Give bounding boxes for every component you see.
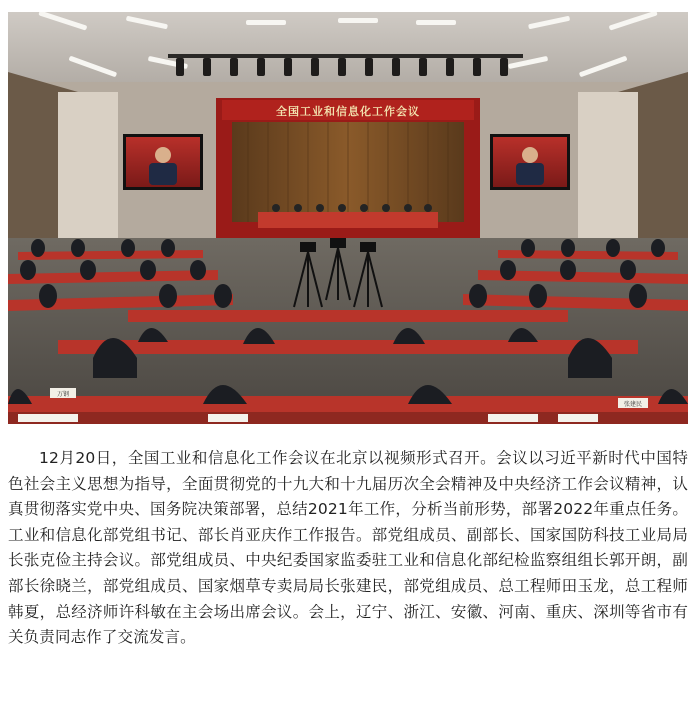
lighting-truss bbox=[168, 54, 523, 58]
conference-hall-illustration bbox=[8, 12, 688, 424]
camera-tripods bbox=[294, 248, 382, 307]
banner-text: 全国工业和信息化工作会议 bbox=[276, 105, 420, 118]
rostrum-table bbox=[258, 212, 438, 228]
left-panel bbox=[58, 92, 118, 242]
name-plate-text: 张建民 bbox=[623, 401, 643, 408]
article-paragraph: 12月20日，全国工业和信息化工作会议在北京以视频形式召开。会议以习近平新时代中国特色社会主义思想为指导，全面贯彻党的十九大和十九届历次全会精神及中央经济工作会议精神，认真贯彻落实党中央、国务院决策部署，总结2021年工作，分析当前形势，部署2022年重点任务。工业和信息化部党组书记、部长肖亚庆作工作报告。部党组成员、副部长、国家国防科技工业局局长张克俭主持会议。部党组成员、中央纪委国家监委驻工业和信息化部纪检监察组组长郭开朗，副部长徐晓兰，部党组成员、国家烟草专卖局局长张建民，部党组成员、总工程师田玉龙，总工程师韩夏，总经济师许科敏在主会场出席会议。会上，辽宁、浙江、安徽、河南、重庆、深圳等省市有关负责同志作了交流发言。 bbox=[8, 449, 688, 647]
name-plate-text: 万钢 bbox=[56, 391, 70, 398]
conference-photo bbox=[8, 12, 688, 424]
right-panel bbox=[578, 92, 638, 242]
article-body bbox=[8, 446, 688, 651]
